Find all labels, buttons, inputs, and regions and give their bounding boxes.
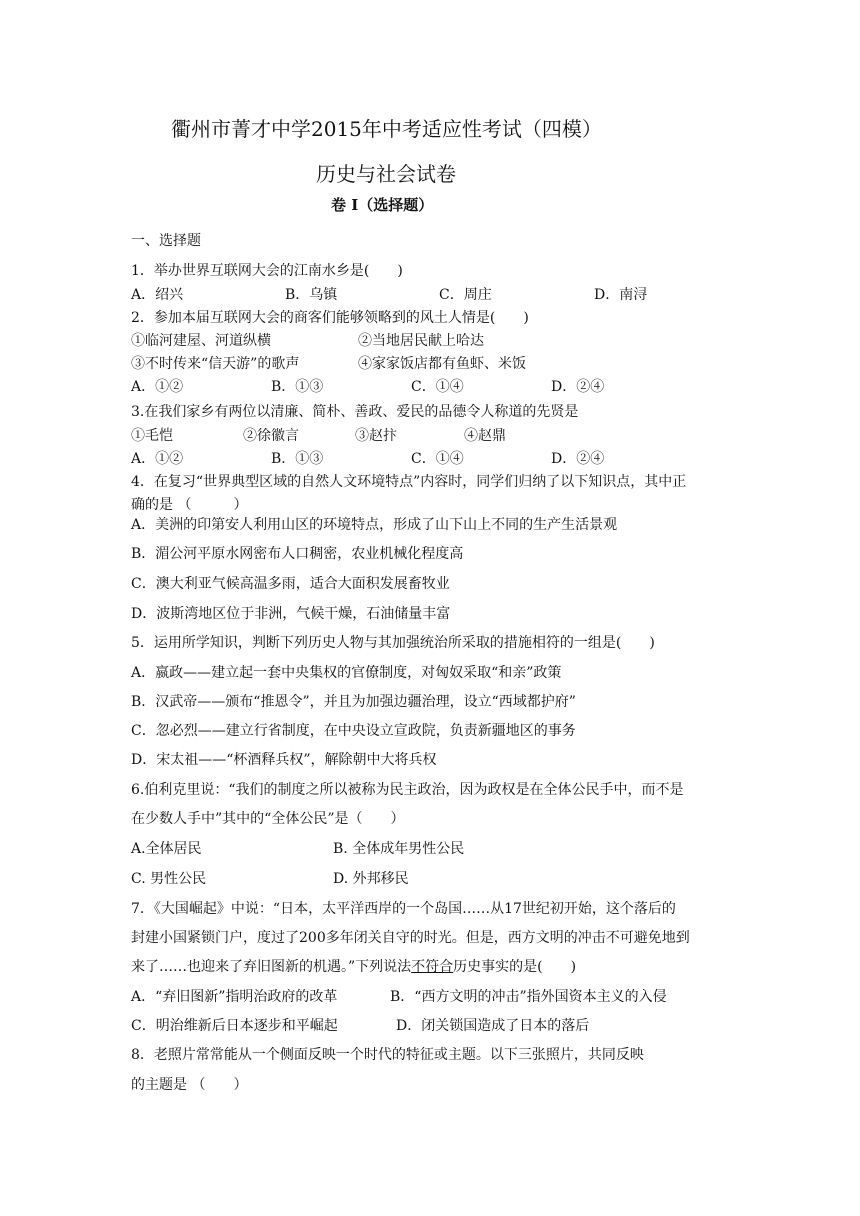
question-2-item-2: ②当地居民献上哈达: [358, 333, 484, 349]
question-7-option-d: D．闭关锁国造成了日本的落后: [396, 1018, 590, 1034]
question-7-stem-line-3-pre: 来了……也迎来了弃旧图新的机遇。”下列说法: [131, 959, 412, 975]
question-7-option-c: C．明治维新后日本逐步和平崛起: [131, 1018, 338, 1034]
question-6-option-a: A.全体居民: [131, 841, 202, 857]
question-4-option-c: C．澳大利亚气候高温多雨，适合大面积发展畜牧业: [131, 576, 450, 592]
question-2-option-a: A．①②: [131, 379, 184, 395]
question-3-item-2: ②徐徽言: [243, 428, 299, 444]
question-4-stem-line-1: 4．在复习“世界典型区域的自然人文环境特点”内容时，同学们归纳了以下知识点，其中正: [131, 474, 687, 490]
question-4-option-d: D．波斯湾地区位于非洲，气候干燥，石油储量丰富: [131, 606, 451, 622]
question-2-option-b: B．①③: [271, 379, 324, 395]
page-title: 衢州市菁才中学2015年中考适应性考试（四模）: [171, 117, 602, 141]
question-4-stem-line-2: 确的是 （ ）: [131, 497, 248, 513]
question-5-stem: 5．运用所学知识，判断下列历史人物与其加强统治所采取的措施相符的一组是( ): [131, 635, 655, 651]
question-7-stem-line-2: 封建小国紧锁门户，度过了200多年闭关自守的时光。但是，西方文明的冲击不可避免地到: [131, 930, 690, 946]
question-8-stem-line-2: 的主题是 （ ）: [131, 1077, 248, 1093]
question-5-option-a: A．嬴政——建立起一套中央集权的官僚制度，对匈奴采取“和亲”政策: [131, 665, 562, 681]
question-8-stem-line-1: 8．老照片常常能从一个侧面反映一个时代的特征或主题。以下三张照片，共同反映: [131, 1047, 644, 1063]
question-3-stem: 3.在我们家乡有两位以清廉、简朴、善政、爱民的品德令人称道的先贤是: [131, 404, 579, 420]
question-6-option-b: B. 全体成年男性公民: [333, 841, 465, 857]
page-subtitle: 历史与社会试卷: [316, 162, 456, 186]
question-2-item-1: ①临河建屋、河道纵横: [131, 333, 271, 349]
question-3-item-4: ④赵鼎: [464, 428, 506, 444]
question-1-option-b: B．乌镇: [285, 287, 338, 303]
question-2-stem: 2．参加本届互联网大会的商客们能够领略到的风土人情是( ): [131, 310, 529, 326]
question-6-stem-line-1: 6.伯利克里说：“我们的制度之所以被称为民主政治，因为政权是在全体公民手中，而不是: [131, 782, 684, 798]
question-7-stem-line-3-post: 历史事实的是( ): [453, 959, 577, 975]
question-2-option-d: D．②④: [551, 379, 605, 395]
question-1-stem: 1．举办世界互联网大会的江南水乡是( ): [131, 263, 403, 279]
question-7-option-b: B．“西方文明的冲击”指外国资本主义的入侵: [390, 989, 667, 1005]
question-1-option-a: A．绍兴: [131, 287, 184, 303]
question-2-item-3: ③不时传来“信天游”的歌声: [131, 356, 300, 372]
question-4-option-a: A．美洲的印第安人利用山区的环境特点，形成了山下山上不同的生产生活景观: [131, 517, 618, 533]
question-3-option-c: C．①④: [411, 451, 464, 467]
question-2-option-c: C．①④: [411, 379, 464, 395]
question-7-underlined-phrase: 不符合: [411, 959, 454, 975]
question-3-option-b: B．①③: [271, 451, 324, 467]
question-6-option-c: C. 男性公民: [131, 871, 207, 887]
section-heading: 卷 Ⅰ（选择题）: [331, 196, 434, 214]
question-1-option-c: C．周庄: [439, 287, 492, 303]
question-6-stem-line-2: 在少数人手中”其中的“全体公民”是（ ）: [131, 811, 405, 827]
question-7-stem-line-1: 7．《大国崛起》中说：“日本，太平洋西岸的一个岛国……从17世纪初开始，这个落后的: [131, 901, 676, 917]
question-3-option-d: D．②④: [551, 451, 605, 467]
question-5-option-c: C．忽必烈——建立行省制度，在中央设立宣政院，负责新疆地区的事务: [131, 723, 576, 739]
question-7-option-a: A．“弃旧图新”指明治政府的改革: [131, 989, 338, 1005]
question-5-option-d: D．宋太祖——“杯酒释兵权”，解除朝中大将兵权: [131, 752, 437, 768]
question-3-item-3: ③赵抃: [355, 428, 397, 444]
question-3-option-a: A．①②: [131, 451, 184, 467]
question-6-option-d: D. 外邦移民: [333, 871, 409, 887]
part-heading: 一、选择题: [131, 233, 201, 249]
question-7-stem-line-3: [131, 958, 576, 976]
question-4-option-b: B．湄公河平原水网密布人口稠密，农业机械化程度高: [131, 546, 464, 562]
question-3-item-1: ①毛恺: [131, 428, 173, 444]
question-5-option-b: B．汉武帝——颁布“推恩令”，并且为加强边疆治理，设立“西域都护府”: [131, 694, 576, 710]
question-1-option-d: D．南浔: [594, 287, 648, 303]
question-2-item-4: ④家家饭店都有鱼虾、米饭: [358, 356, 526, 372]
